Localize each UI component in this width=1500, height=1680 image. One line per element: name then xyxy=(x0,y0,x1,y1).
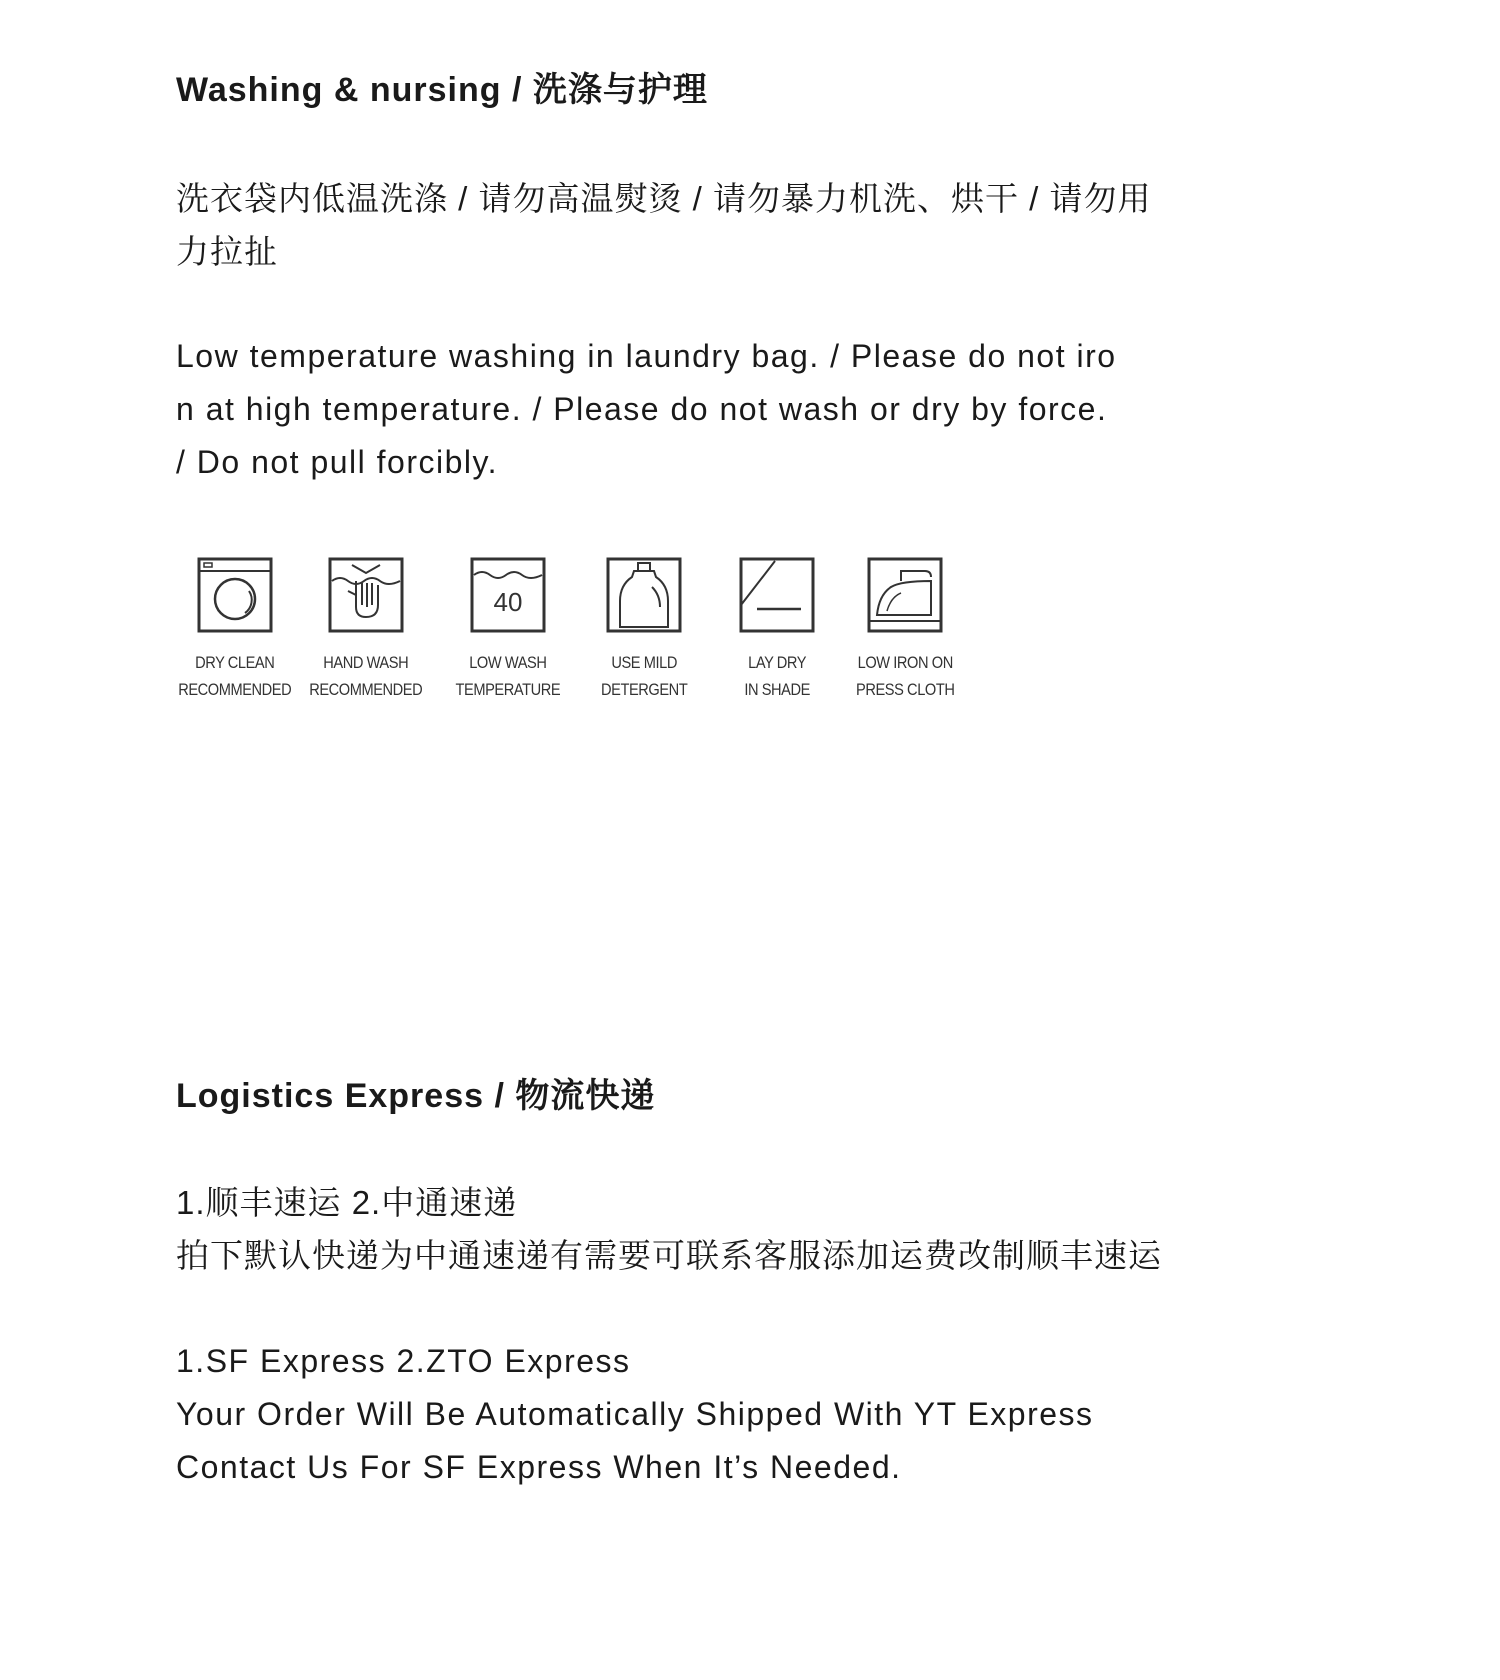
care-label-mild-detergent: USE MILD DETERGENT xyxy=(600,653,688,699)
care-item-low-wash xyxy=(436,555,579,703)
care-label-lay-dry: LAY DRY IN SHADE xyxy=(744,653,810,699)
washing-en-line-2: n at high temperature. / Please do not wash or dry by force. xyxy=(176,391,1108,427)
logistics-en-line-3: Contact Us For SF Express When It’s Needed. xyxy=(176,1449,902,1485)
logistics-en-line-1: 1.SF Express 2.ZTO Express xyxy=(176,1343,631,1379)
washing-title: Washing & nursing / 洗涤与护理 xyxy=(176,71,708,109)
detergent-bottle-icon xyxy=(604,555,684,635)
care-label-low-wash: LOW WASH TEMPERATURE xyxy=(455,653,560,699)
care-item-mild-detergent xyxy=(579,555,709,703)
lay-dry-shade-icon xyxy=(737,555,817,635)
logistics-en-line-2: Your Order Will Be Automatically Shipped With YT Express xyxy=(176,1396,1094,1432)
washing-section xyxy=(176,68,1346,112)
washing-cn-line-2: 力拉扯 xyxy=(176,233,278,270)
washing-cn-text xyxy=(176,172,1346,278)
care-label-hand-wash: HAND WASH RECOMMENDED xyxy=(309,653,423,699)
iron-icon xyxy=(865,555,945,635)
care-item-lay-dry xyxy=(709,555,845,703)
care-label-dry-clean: DRY CLEAN RECOMMENDED xyxy=(178,653,292,699)
logistics-section xyxy=(176,1074,1346,1118)
hand-wash-icon xyxy=(326,555,406,635)
washing-en-line-1: Low temperature washing in laundry bag. / Please do not iro xyxy=(176,338,1117,374)
logistics-cn-line-2: 拍下默认快递为中通速递有需要可联系客服添加运费改制顺丰速运 xyxy=(176,1237,1162,1274)
care-icons-row xyxy=(174,555,965,703)
washing-en-line-3: / Do not pull forcibly. xyxy=(176,444,499,480)
care-label-low-iron: LOW IRON ON PRESS CLOTH xyxy=(855,653,955,699)
logistics-cn-text xyxy=(176,1176,1346,1282)
logistics-en-text xyxy=(176,1335,1346,1494)
care-item-low-iron xyxy=(845,555,965,703)
logistics-cn-line-1: 1.顺丰速运 2.中通速递 xyxy=(176,1184,518,1221)
care-item-hand-wash xyxy=(296,555,436,703)
washing-cn-line-1: 洗衣袋内低温洗涤 / 请勿高温熨烫 / 请勿暴力机洗、烘干 / 请勿用 xyxy=(176,180,1152,217)
dry-clean-icon xyxy=(195,555,275,635)
wash-temperature-number: 40 xyxy=(493,587,522,617)
washing-en-text xyxy=(176,330,1346,489)
logistics-title: Logistics Express / 物流快递 xyxy=(176,1077,656,1115)
wash-40-icon xyxy=(468,555,548,635)
care-item-dry-clean xyxy=(174,555,296,703)
